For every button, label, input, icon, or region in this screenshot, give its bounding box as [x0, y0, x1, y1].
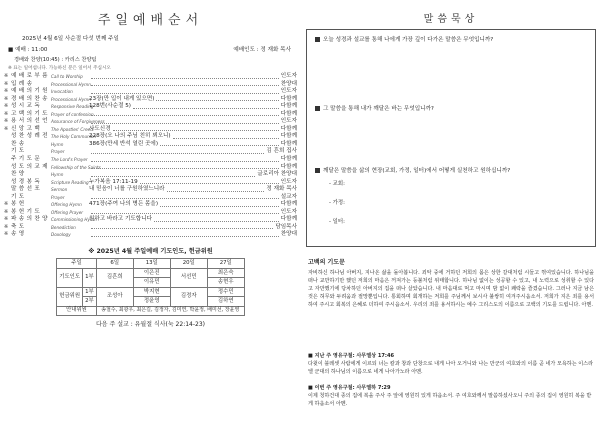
order-item: ※ 예 배 로 부 름 Call to Worship 인도자	[4, 73, 297, 79]
prayer-text: 자비하신 하나님 아버지, 지나온 삶을 돌아봅니다. 죄악 중에 거하던 저희의 몸은 상한 갈대처럼 시들고 꺾여있습니다. 하나님을 떠나 교만하기만 했던 저희의 마음은 꺼져가는 등불처럼 위태합니다. 하나님 없이는 성공할 수 있고, 내 노력으로 성취할 수 있다고 자만했기에 당차하던 아버지의 집을 떠나 살았습니다. 내 마음대로 먹고 마시며 밤 없이 쾌락을 즐겼습니다. 그러나 지금 남은 것은 허무와 두려움과 절망뿐입니다. 통회하며 회개하는 저희를 주님께서 보시사 불쌍히 여겨주시옵소서. 저희가 지은 죄를 용서하여 주시고 회복의 은혜로 더하여 주시옵소서. 우리의 죄를 용서하시는 예수 그리스도의 이름으로 고백의 기도를 드립니다. 아멘.	[308, 270, 594, 309]
meditation-column	[306, 6, 596, 420]
service-time: ■ 예배 : 11:00	[8, 47, 48, 53]
square-bullet-icon	[315, 168, 320, 173]
order-item: ※ 축 도 Benediction 담임목사	[4, 223, 297, 230]
table-row: 헌금위원 1부 조성아 박지현 김정자 정수민	[57, 287, 244, 296]
question-3: 깨달은 말씀을 삶의 현장(교회, 가정, 일터)에서 어떻게 실천하고 원하십니까?	[315, 166, 510, 174]
table-row: 주일 6일 13일 20일 27일	[57, 259, 244, 269]
praise-line: 경배와 찬양(10:45) : 카리스 찬양팀	[14, 57, 97, 63]
square-bullet-icon	[315, 106, 320, 111]
worship-order-column	[4, 6, 297, 420]
table-row: 기도인도 1부 김흔희 이은진 서선민 최은숙	[57, 269, 244, 278]
order-item: 찬 송 Hymn 386장(만세 반석 열린 곳에) 다함께	[11, 140, 297, 147]
order-item: ※ 파 송 의 찬 양 Commissioning Hymn 원하고 바라고 기도합니다 다함께	[4, 216, 297, 223]
order-item: ※ 봉 헌 기 도 Offering Prayer 인도자	[4, 208, 297, 215]
order-item: ※ 용 서 의 선 언 Assurance of Forgiveness 인도자	[4, 118, 297, 125]
time-row	[8, 45, 291, 53]
order-item: 기 도 Prayer 김 흔희 집사	[11, 148, 297, 155]
page-title: 주일예배순서	[97, 13, 204, 28]
order-item: ※ 예 배 의 기 원 Invocation 인도자	[4, 88, 297, 95]
last-week-verse: ■ 지난 주 영유구절: 사무엘상 17:46 다윗이 블레셋 사람에게 이르되 너는 칼과 창과 단창으로 내게 나아 오거니와 나는 만군의 여호와의 이름 곧 네가 모욕하는 이스라엘 군대의 하나님의 이름으로 네게 나아가노라 아멘.	[308, 353, 594, 375]
order-item: ※ 신 앙 고 백 The Apostles' Creed 사도신경 다함께	[4, 125, 297, 132]
roster-table: 주일 6일 13일 20일 27일 기도인도 1부 김흔희 이은진 서선민 최은숙 이유민 송현우 헌금위원 1부 조성아 박지현 김정자 정수민 2부 정윤영 김하연 안내위원 송철수, 최광우, 최은길, 김정자, 김미연, 박윤정, 배미선, 장윤영	[56, 258, 244, 316]
roster-title: ※ 2025년 4월 주일예배 기도인도, 헌금위원	[88, 248, 213, 256]
meditation-box	[306, 29, 596, 247]
service-leader: 예배인도 : 정 재화 목사	[233, 47, 291, 53]
order-item: 주 기 도 문 The Lord's Prayer 다함께	[11, 156, 297, 163]
order-item: 기 도 Prayer 설교자	[11, 193, 297, 200]
date-line: 2025년 4월 6일 사순절 다섯 번째 주일	[22, 36, 119, 42]
place-work: - 일터:	[329, 219, 345, 225]
order-item: ※ 성 시 교 독 Responsive Reading 128번(사순절 5) 다함께	[4, 103, 297, 110]
order-item: 성 도 의 교 제 Fellowship of the Saints 다함께	[11, 163, 297, 170]
order-item: ※ 경 배 의 찬 송 Processional Hymn 23장(만 입이 내게 있으면) 다함께	[4, 95, 297, 102]
order-item: 성 경 봉 독 Scripture Reading 누가복음 17:11-19 인도자	[11, 178, 297, 185]
order-item: 찬 양 Hymn 글로리아 찬양대	[11, 171, 297, 178]
worship-order-list	[4, 73, 297, 239]
order-item: ※ 봉 헌 Offering Hymn 471장(주여 나의 병든 몸을) 다함께	[4, 201, 297, 208]
order-item: 말 씀 선 포 Sermon 내 믿음이 너를 구원하였느니라 정 재화 목사	[11, 186, 297, 193]
square-bullet-icon	[315, 37, 320, 42]
meditation-title: 말씀묵상	[423, 14, 479, 25]
question-2: 그 말씀을 통해 내가 깨달은 바는 무엇입니까?	[315, 104, 434, 112]
order-item: 성 찬 성 례 전 The Holy Communion 228장(오 나의 주님 친히 뵈오니) 다함께	[11, 133, 297, 140]
this-week-verse: ■ 이번 주 영유구절: 사무엘하 7:29 이제 청하건대 종의 집에 복을 주사 주 앞에 영원히 있게 하옵소서. 주 여호와께서 말씀하셨사오니 주의 종의 집이 영원히 복을 받게 하옵소서 아멘.	[308, 385, 592, 407]
place-church: - 교회:	[329, 181, 345, 187]
place-home: - 가정:	[329, 200, 345, 206]
question-1: 오늘 성경과 설교를 통해 나에게 가장 깊이 다가온 말씀은 무엇입니까?	[315, 35, 493, 43]
standing-note: ※ 표는 일어섭니다. 가능하신 분은 일어서 주십시오	[8, 66, 111, 71]
order-item: ※ 입 례 송 Processional Hymn 찬양대	[4, 80, 297, 87]
order-item: ※ 송 영 Doxology 찬양대	[4, 231, 297, 238]
prayer-title: 고백의 기도문	[308, 259, 345, 266]
table-row: 이유민 송현우	[57, 278, 244, 287]
next-week-sermon: 다음 주 설교 : 유월절 식사(눅 22:14-23)	[96, 320, 205, 328]
order-item: ※ 고 백 의 기 도 Prayer of confession 다함께	[4, 110, 297, 117]
